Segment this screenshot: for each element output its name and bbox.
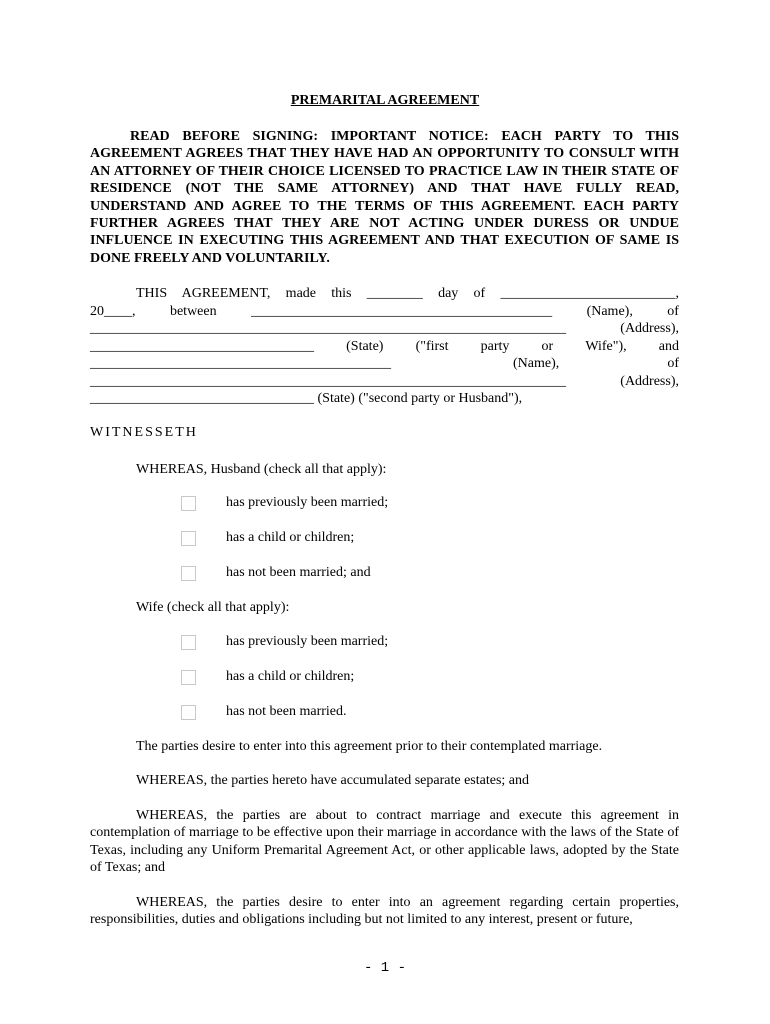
witnesseth-heading: WITNESSETH — [90, 425, 198, 440]
first-party-state-blank: ________________________________ — [90, 339, 314, 354]
name-label: (Name), — [586, 304, 633, 319]
husband-option-row — [181, 494, 388, 512]
address-label-2: (Address), — [620, 374, 679, 389]
agreement-line-2 — [90, 303, 679, 321]
option-label: has previously been married; — [226, 634, 389, 649]
and-label: and — [658, 339, 679, 354]
husband-not-married-checkbox[interactable] — [181, 566, 196, 581]
paragraph-separate-estates: WHEREAS, the parties hereto have accumulated separate estates; and — [136, 773, 530, 788]
first-party-address-blank: ____________________________________________________________________ — [90, 321, 566, 336]
wife-label: Wife"), — [585, 339, 627, 354]
page-number: - 1 - — [363, 960, 406, 976]
address-label: (Address), — [620, 321, 679, 336]
agreement-line-7 — [90, 390, 679, 408]
agreement-line-1 — [136, 285, 679, 303]
option-label: has a child or children; — [226, 669, 355, 684]
name-label-2: (Name), — [513, 356, 560, 371]
agreement-line-4 — [90, 338, 679, 356]
paragraph-contemplation: WHEREAS, the parties are about to contract marriage and execute this agreement in contemplation of marriage to be effective upon their marriage in accordance with the laws of the State of Texas, including any Uniform Premarital Agreement Act, or other applicable laws, adopted by the State of Texas; and — [90, 808, 679, 876]
paragraph-properties: WHEREAS, the parties desire to enter into an agreement regarding certain properties, responsibilities, duties and obligations including but not limited to any interest, present or future, — [90, 895, 679, 928]
of-label-2: of — [667, 356, 679, 371]
option-label: has not been married; and — [226, 565, 371, 580]
wife-option-row — [181, 633, 388, 651]
husband-option-row — [181, 564, 371, 582]
wife-not-married-checkbox[interactable] — [181, 705, 196, 720]
state-label: (State) — [346, 339, 384, 354]
agreement-date-text: THIS AGREEMENT, made this ________ day of _________________________, — [136, 286, 679, 301]
paragraph-intent: The parties desire to enter into this agreement prior to their contemplated marriage. — [136, 739, 603, 754]
husband-intro: WHEREAS, Husband (check all that apply): — [136, 462, 387, 477]
or-label: or — [541, 339, 554, 354]
option-label: has a child or children; — [226, 530, 355, 545]
wife-previously-married-checkbox[interactable] — [181, 635, 196, 650]
wife-option-row — [181, 668, 354, 686]
year-blank: 20____, — [90, 304, 136, 319]
first-party-name-blank: ___________________________________________ — [251, 304, 553, 319]
agreement-line-5 — [90, 355, 679, 373]
agreement-line-6 — [90, 373, 679, 391]
second-party-name-blank: ___________________________________________ — [90, 356, 391, 371]
first-label: ("first — [415, 339, 449, 354]
between-label: between — [169, 304, 217, 319]
of-label: of — [667, 304, 679, 319]
husband-children-checkbox[interactable] — [181, 531, 196, 546]
document-title: PREMARITAL AGREEMENT — [290, 93, 480, 108]
husband-option-row — [181, 529, 354, 547]
wife-children-checkbox[interactable] — [181, 670, 196, 685]
wife-option-row — [181, 703, 347, 721]
second-party-address-blank: ____________________________________________________________________ — [90, 374, 566, 389]
second-party-state-text: ________________________________ (State) ("second party or Husband"), — [90, 391, 523, 406]
option-label: has not been married. — [226, 704, 347, 719]
important-notice: READ BEFORE SIGNING: IMPORTANT NOTICE: EACH PARTY TO THIS AGREEMENT AGREES THAT THEY HAVE HAD AN OPPORTUNITY TO CONSULT WITH AN ATTORNEY OF THEIR CHOICE LICENSED TO PRACTICE LAW IN THEIR STATE OF RESIDENCE (NOT THE SAME ATTORNEY) AND THAT HAVE FULLY READ, UNDERSTAND AND AGREE TO THE TERMS OF THIS AGREEMENT. EACH PARTY FURTHER AGREES THAT THEY ARE NOT ACTING UNDER DURESS OR UNDUE INFLUENCE IN EXECUTING THIS AGREEMENT AND THAT EXECUTION OF SAME IS DONE FREELY AND VOLUNTARILY. — [90, 129, 679, 266]
party-label: party — [480, 339, 510, 354]
wife-intro: Wife (check all that apply): — [136, 600, 290, 615]
husband-previously-married-checkbox[interactable] — [181, 496, 196, 511]
agreement-line-3 — [90, 320, 679, 338]
option-label: has previously been married; — [226, 495, 389, 510]
